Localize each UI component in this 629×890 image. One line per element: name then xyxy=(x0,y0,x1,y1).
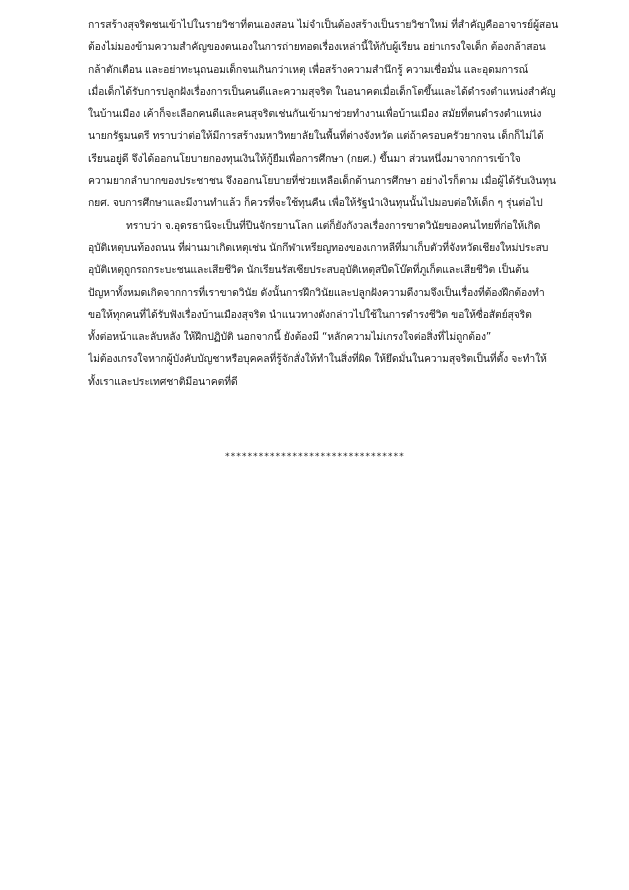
text-line: ไม่ต้องเกรงใจหากผู้บังคับบัญชาหรือบุคคลที่รู้จักสั่งให้ทำในสิ่งที่ผิด ให้ยึดมั่นในความสุจริตเป็นที่ตั้ง จะทำให้ xyxy=(88,353,547,366)
text-line: กยศ. จบการศึกษาและมีงานทำแล้ว ก็ควรที่จะใช้ทุนคืน เพื่อให้รัฐนำเงินทุนนั้นไปมอบต่อให้เด็ก ๆ รุ่นต่อไป xyxy=(88,197,543,210)
text-line: นายกรัฐมนตรี ทราบว่าต่อให้มีการสร้างมหาวิทยาลัยในพื้นที่ต่างจังหวัด แต่ถ้าครอบครัวยากจน เด็กก็ไม่ได้ xyxy=(88,130,544,143)
document-body xyxy=(88,14,566,393)
text-line: ต้องไม่มองข้ามความสำคัญของตนเองในการถ่ายทอดเรื่องเหล่านี้ให้กับผู้เรียน อย่าเกรงใจเด็ก ต้องกล้าสอน xyxy=(88,41,546,54)
paragraph-2 xyxy=(88,215,566,393)
text-line: อุบัติเหตุบนท้องถนน ที่ผ่านมาเกิดเหตุเช่น นักกีฬาเหรียญทองของเกาหลีที่มาเก็บตัวที่จังหวัดเชียงใหม่ประสบ xyxy=(88,241,549,254)
text-line: อุบัติเหตุถูกรถกระบะชนและเสียชีวิต นักเรียนรัสเซียประสบอุบัติเหตุสปีดโบ๊ตที่ภูเก็ตและเสียชีวิต เป็นต้น xyxy=(88,264,529,277)
asterisk-divider: ******************************** xyxy=(224,452,405,462)
text-line: ปัญหาทั้งหมดเกิดจากการที่เราขาดวินัย ดังนั้นการฝึกวินัยและปลูกฝังความดีงามจึงเป็นเรื่องที่ต้องฝึกต้องทำ xyxy=(88,286,545,299)
text-line-indented: ทราบว่า จ.อุดรธานีจะเป็นที่ปีนจักรยานโลก แต่ก็ยังกังวลเรื่องการขาดวินัยของคนไทยที่ก่อให้เกิด xyxy=(126,219,541,232)
text-line: ทั้งเราและประเทศชาติมีอนาคตที่ดี xyxy=(88,375,238,388)
paragraph-1 xyxy=(88,14,566,215)
text-line: ขอให้ทุกคนที่ได้รับฟังเรื่องบ้านเมืองสุจริต นำแนวทางดังกล่าวไปใช้ในการดำรงชีวิต ขอให้ซื่อสัตย์สุจริต xyxy=(88,308,532,321)
text-line: การสร้างสุจริตชนเข้าไปในรายวิชาที่ตนเองสอน ไม่จำเป็นต้องสร้างเป็นรายวิชาใหม่ ที่สำคัญคืออาจารย์ผู้สอน xyxy=(88,19,559,31)
text-line: เมื่อเด็กได้รับการปลูกฝังเรื่องการเป็นคนดีและความสุจริต ในอนาคตเมื่อเด็กโตขึ้นและได้ดำรงตำแหน่งสำคัญ xyxy=(88,85,556,98)
text-line: ทั้งต่อหน้าและลับหลัง ให้ฝึกปฏิบัติ นอกจากนี้ ยังต้องมี “หลักความไม่เกรงใจต่อสิ่งที่ไม่ถูกต้อง” xyxy=(88,331,492,344)
text-line: กล้าตักเตือน และอย่าทะนุถนอมเด็กจนเกินกว่าเหตุ เพื่อสร้างความสำนึกรู้ ความเชื่อมั่น และอุดมการณ์ xyxy=(88,63,529,76)
text-line: ในบ้านเมือง เค้าก็จะเลือกคนดีและคนสุจริตเช่นกันเข้ามาช่วยทำงานเพื่อบ้านเมือง สมัยที่ตนดำรงตำแหน่ง xyxy=(88,108,542,121)
text-line: เรียนอยู่ดี จึงได้ออกนโยบายกองทุนเงินให้กู้ยืมเพื่อการศึกษา (กยศ.) ขึ้นมา ส่วนหนึ่งมาจากการเข้าใจ xyxy=(88,152,521,165)
text-line: ความยากลำบากของประชาชน จึงออกนโยบายที่ช่วยเหลือเด็กด้านการศึกษา อย่างไรก็ตาม เมื่อผู้ได้รับเงินทุน xyxy=(88,175,556,188)
